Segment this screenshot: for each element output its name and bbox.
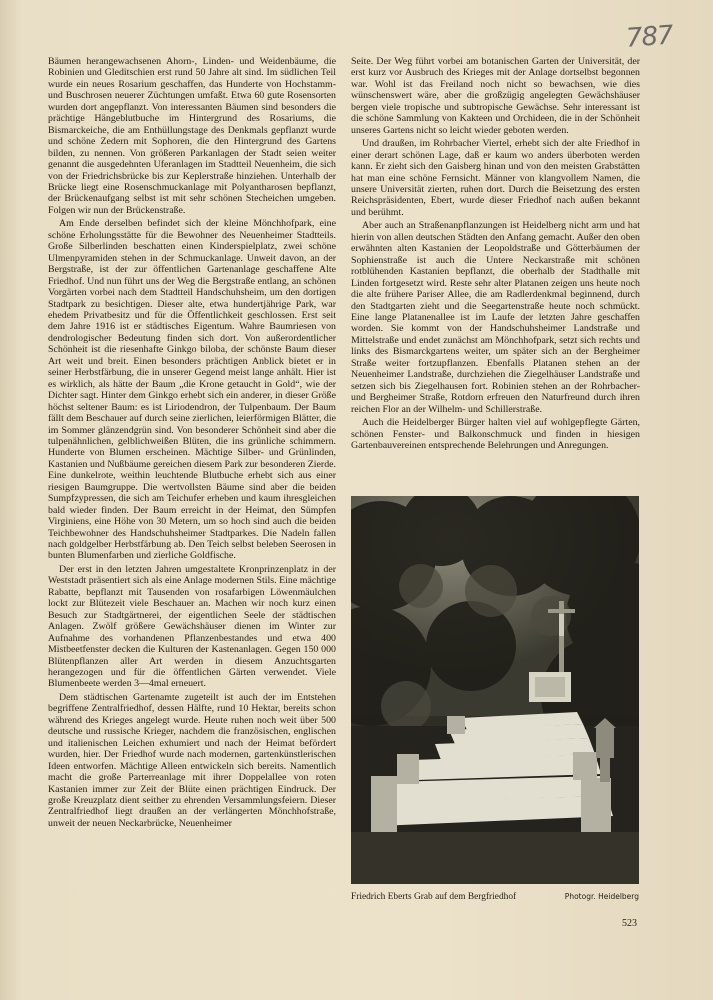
left-text-column: [48, 56, 336, 831]
paragraph: Der erst in den letzten Jahren umgestaltete Kronprinzenplatz in der Weststadt präsentiert sich als eine Anlage modernen Stils. Eine mächtige Rabatte, bepflanzt mit Tausenden von rosafarbigen Löwenmäulchen lockt zur Blütezeit viele Beschauer an. Machen wir noch kurz einen Besuch zur Stadtgärtnerei, der eigentlichen Seele der städtischen Anlagen. Zwölf größere Gewächshäuser dienen im Winter zur Aufnahme des vorhandenen Pflanzenbestandes und etwa 400 Mistbeetfenster decken die Kulturen der Kastenanlagen. Gegen 150 000 Blütenpflanzen aller Art werden in diesem Anzuchtsgarten herangezogen und für die öffentlichen Gärten verwendet. Viele Blumenbeete werden 3—4mal erneuert.: [48, 563, 336, 690]
paragraph: Und draußen, im Rohrbacher Viertel, erhebt sich der alte Friedhof in einer derart schönen Lage, daß er kaum wo anders überboten werden kann. Er zieht sich den Gaisberg hinan und von den meisten Grabstätten hat man eine schöne Fernsicht. Männer von klangvollem Namen, die unsere Universität zierten, ruhen dort. Durch die Beisetzung des ersten Reichspräsidenten, Ebert, wurde dieser Friedhof nach außen bekannt und berühmt.: [351, 138, 640, 218]
paragraph: Seite. Der Weg führt vorbei am botanischen Garten der Universität, der erst kurz vor Ausbruch des Krieges mit der Anlage dortselbst begonnen war. Wohl ist das Freiland noch nicht so bewachsen, wie dies wünschenswert wäre, aber die großzügig angelegten Gewächshäuser bergen viele tropische und subtropische Gewächse. Sehr interessant ist die schöne Sammlung von Kakteen und Orchideen, die in der Schönheit unseres Gartens nicht so leicht wieder geboten werden.: [351, 56, 640, 136]
paragraph: Auch die Heidelberger Bürger halten viel auf wohlgepflegte Gärten, schönen Fenster- und Balkonschmuck und finden in hiesigen Gartenbauvereinen entsprechende Belehrungen und Anregungen.: [351, 417, 640, 451]
paragraph: Bäumen herangewachsenen Ahorn-, Linden- und Weidenbäume, die Robinien und Gleditschien erst rund 50 Jahre alt sind. Im südlichen Teil wurde ein neues Rosarium geschaffen, das Hunderte von Hochstamm- und Buschrosen neuerer Züchtungen umfaßt. Etwa 60 gute Rosensorten wurden dort angepflanzt. Von interessanten Bäumen sind besonders die prächtige Hängeblutbuche im Hintergrund des Rosariums, die Bismarckeiche, die am Enthüllungstage des Denkmals gepflanzt wurde und schöne Zedern mit Sophoren, die den Hintergrund des Gartens bilden, zu nennen. Von größeren Parkanlagen der Stadt seien weiter genannt die ausgedehnten Uferanlagen im Stadtteil Neuenheim, die sich von der Friedrichsbrücke bis zur Keplerstraße hinziehen. Unterhalb der Brücke liegt eine Rosenschmuckanlage mit Polyantharosen bepflanzt, der Brückenaufgang selbst ist mit sehr schönen Stecheichen umgeben. Folgen wir nun der Brückenstraße.: [48, 56, 336, 216]
page-number: 523: [622, 918, 637, 929]
caption-text: Friedrich Eberts Grab auf dem Bergfriedhof: [351, 892, 517, 902]
right-text-column: [351, 56, 640, 453]
paragraph: Am Ende derselben befindet sich der kleine Mönchhofpark, eine schöne Erholungsstätte für die Bewohner des Neuenheimer Stadtteils. Große Silberlinden beschatten einen Kinderspielplatz, zwei schöne Ulmenpyramiden stehen in der Schmuckanlage. Unweit davon, an der Bergstraße, ist der zur öffentlichen Gartenanlage geschaffene Alte Friedhof. Und nun führt uns der Weg die Bergstraße entlang, an schönen Vorgärten vorbei nach dem Stadtteil Handschuhsheim, um den dortigen Stadtpark zu besichtigen. Dieser alte, etwa hundertjährige Park, war ehedem Privatbesitz und für die Öffentlichkeit geschlossen. Erst seit dem Jahre 1916 ist er städtisches Eigentum. Wahre Baumriesen von dendrologischer Bedeutung finden sich dort. Von außerordentlicher Schönheit ist die riesenhafte Ginkgo biloba, der schönste Baum dieser Art weit und breit. Einen besonders prächtigen Anblick bietet er in seiner Herbstfärbung, die in unserer Gegend meist lange anhält. Hier ist es wirklich, als hätte der Baum „die Krone getaucht in Gold“, wie der Dichter sagt. Hinter dem Ginkgo erhebt sich ein anderer, in dieser Größe höchst seltener Baum: es ist Liriodendron, der Tulpenbaum. Der Baum fällt dem Beschauer auf durch seine zierlichen, leierförmigen Blätter, die im Sommer glänzendgrün sind. Von besonderer Schönheit sind aber die tulpenähnlichen, gelblichweißen Blüten, die ins grünliche schimmern. Hunderte von Blumen erscheinen. Mächtige Silber- und Grünlinden, Kastanien und Nußbäume gereichen diesem Park zur besonderen Zierde. Eine dunkelrote, weithin leuchtende Blutbuche erhebt sich aus einer riesigen Baumgruppe. Die wertvollsten Bäume sind aber die beiden Sumpfzypressen, die sich am Teichufer erheben und kaum ihresgleichen bald wieder finden. Der Baum erreicht in der Heimat, den Sümpfen Virginiens, eine Höhe von 30 Metern, um so hoch sind auch die beiden Teichbewohner des Handschuhsheimer Stadtparkes. Die Nadeln fallen nach goldgelber Herbstfärbung ab. Den Teich selbst beleben Seerosen in bunten Blumenfarben und zierliche Goldfische.: [48, 218, 336, 562]
photo-caption: [351, 892, 639, 902]
paragraph: Aber auch an Straßenanpflanzungen ist Heidelberg nicht arm und hat hierin von allen deutschen Städten den Anfang gemacht. Außer den oben erwähnten alten Kastanien der Leopoldstraße und Götterbäumen der Sophienstraße ist auch die Untere Neckarstraße mit schönen rotblühenden Kastanien bepflanzt, die oberhalb der Stadthalle mit Linden fortgesetzt wird. Reste sehr alter Platanen zeigen uns heute noch die alte frühere Pariser Allee, die am Radlerdenkmal beginnend, durch den Stadtgarten zieht und die Seegartenstraße heute noch schmückt. Eine lange Platanenallee ist im Laufe der letzten Jahre geschaffen worden. Sie kommt von der Handschuhsheimer Landstraße und Mittelstraße und endet zunächst am Mönchhofpark, setzt sich rechts und links des Bismarckgartens weiter, um später sich an der Bergheimer Straße weiter fortzupflanzen. Ebenfalls Platanen stehen an der Neuenheimer Landstraße, durchziehen die Ziegelhäuser Landstraße und setzen sich bis Ziegelhausen fort. Robinien stehen an der Rohrbacher- und Bergheimer Straße, Rotdorn erfreuen den Naturfreund durch ihren reichen Flor an der Wilhelm- und Schillerstraße.: [351, 220, 640, 415]
paragraph: Dem städtischen Gartenamte zugeteilt ist auch der im Entstehen begriffene Zentralfriedhof, dessen Hälfte, rund 10 Hektar, bereits schon während des Krieges angelegt wurde. Heute ruhen noch weit über 500 deutsche und russische Krieger, nachdem die französischen, englischen und italienischen Leichen exhumiert und nach der Heimat befördert wurden, hier. Der Friedhof wurde nach modernen, gartenkünstlerischen Ideen entworfen. Mächtige Alleen entwickeln sich bereits. Namentlich macht die große Parterreanlage mit ihrer Doppelallee von roten Kastanien immer zur Zeit der Blüte einen prächtigen Eindruck. Der große Kreuzplatz dient seither zu ehrenden Versammlungsfeiern. Dieser Zentralfriedhof liegt draußen an der verlängerten Mönchhofstraße, unweit der neuen Neckarbrücke, Neuenheimer: [48, 691, 336, 829]
photo-credit: Photogr. Heidelberg: [564, 892, 639, 901]
grave-photograph: [351, 496, 639, 884]
handwritten-page-note: 787: [625, 20, 674, 54]
